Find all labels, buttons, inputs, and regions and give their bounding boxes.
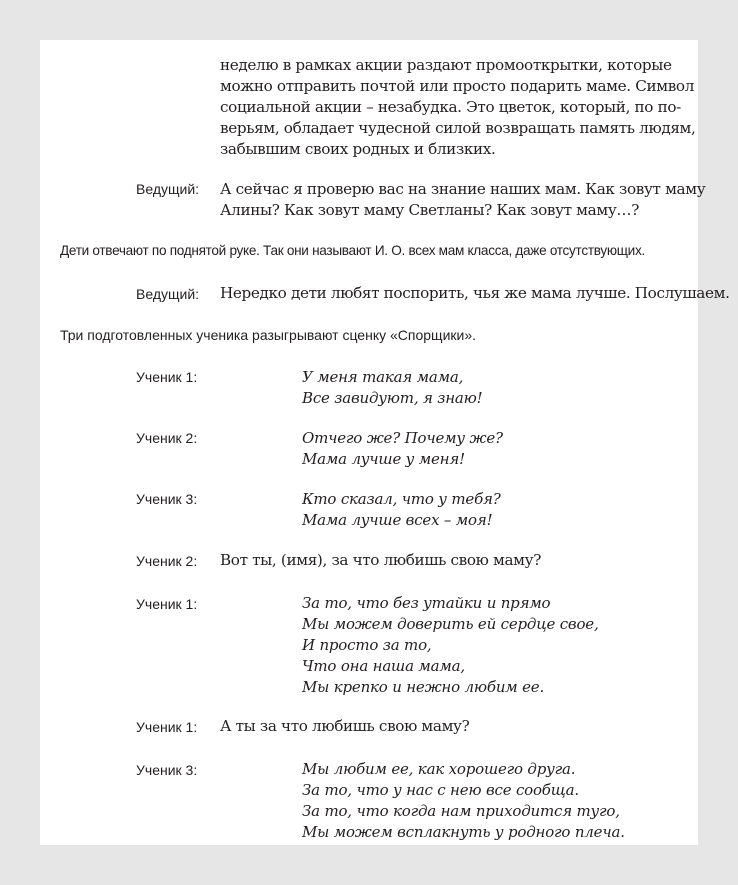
- verse-line: И просто за то,: [302, 636, 432, 654]
- speaker-label: Ведущий:: [136, 286, 200, 302]
- stage-direction: Три подготовленных ученика разыгрывают сценку «Спорщики».: [60, 327, 477, 343]
- paragraph-line: можно отправить почтой или просто подарить маме. Символ: [220, 77, 695, 95]
- verse-line: За то, что у нас с нею все сообща.: [302, 781, 579, 799]
- verse-block: [302, 759, 625, 843]
- stage-direction: Дети отвечают по поднятой руке. Так они называют И. О. всех мам класса, даже отсутствующих.: [60, 243, 645, 258]
- verse-block: [302, 367, 483, 409]
- verse-line: Мама лучше всех – моя!: [302, 511, 493, 529]
- speech-line: Вот ты, (имя), за что любишь свою маму?: [220, 551, 541, 569]
- verse-line: За то, что без утайки и прямо: [302, 594, 551, 612]
- speech-line: А ты за что любишь свою маму?: [220, 717, 470, 735]
- verse-line: Мы можем доверить ей сердце свое,: [302, 615, 599, 633]
- verse-line: Мы любим ее, как хорошего друга.: [302, 760, 576, 778]
- verse-block: [302, 593, 599, 698]
- speech-line: А сейчас я проверю вас на знание наших мам. Как зовут маму: [220, 180, 706, 198]
- verse-line: За то, что когда нам приходится туго,: [302, 802, 620, 820]
- speaker-label: Ученик 1:: [136, 369, 198, 385]
- verse-block: [302, 428, 503, 470]
- document-page: [40, 40, 730, 845]
- verse-line: Все завидуют, я знаю!: [302, 389, 483, 407]
- verse-line: У меня такая мама,: [302, 368, 464, 386]
- paragraph-line: социальной акции – незабудка. Это цветок, который, по по-: [220, 98, 681, 116]
- host-speech: [220, 179, 705, 221]
- speaker-label: Ученик 1:: [136, 719, 198, 735]
- speaker-label: Ученик 2:: [136, 553, 198, 569]
- paragraph-line: верьям, обладает чудесной силой возвращать память людям,: [220, 119, 696, 137]
- verse-line: Отчего же? Почему же?: [302, 429, 503, 447]
- verse-line: Что она наша мама,: [302, 657, 465, 675]
- verse-block: [302, 489, 501, 531]
- speech-line: Алины? Как зовут маму Светланы? Как зовут маму…?: [220, 201, 640, 219]
- verse-line: Кто сказал, что у тебя?: [302, 490, 501, 508]
- speaker-label: Ученик 1:: [136, 596, 198, 612]
- verse-line: Мы можем всплакнуть у родного плеча.: [302, 823, 625, 841]
- speaker-label: Ведущий:: [136, 181, 200, 197]
- speaker-label: Ученик 3:: [136, 762, 198, 778]
- paragraph-line: забывшим своих родных и близких.: [220, 140, 496, 158]
- paragraph-line: неделю в рамках акции раздают промооткрытки, которые: [220, 56, 672, 74]
- speaker-label: Ученик 2:: [136, 430, 198, 446]
- speaker-label: Ученик 3:: [136, 491, 198, 507]
- verse-line: Мы крепко и нежно любим ее.: [302, 678, 545, 696]
- host-speech: Нередко дети любят поспорить, чья же мама лучше. Послушаем.: [220, 284, 730, 302]
- verse-line: Мама лучше у меня!: [302, 450, 465, 468]
- intro-paragraph: [220, 55, 696, 160]
